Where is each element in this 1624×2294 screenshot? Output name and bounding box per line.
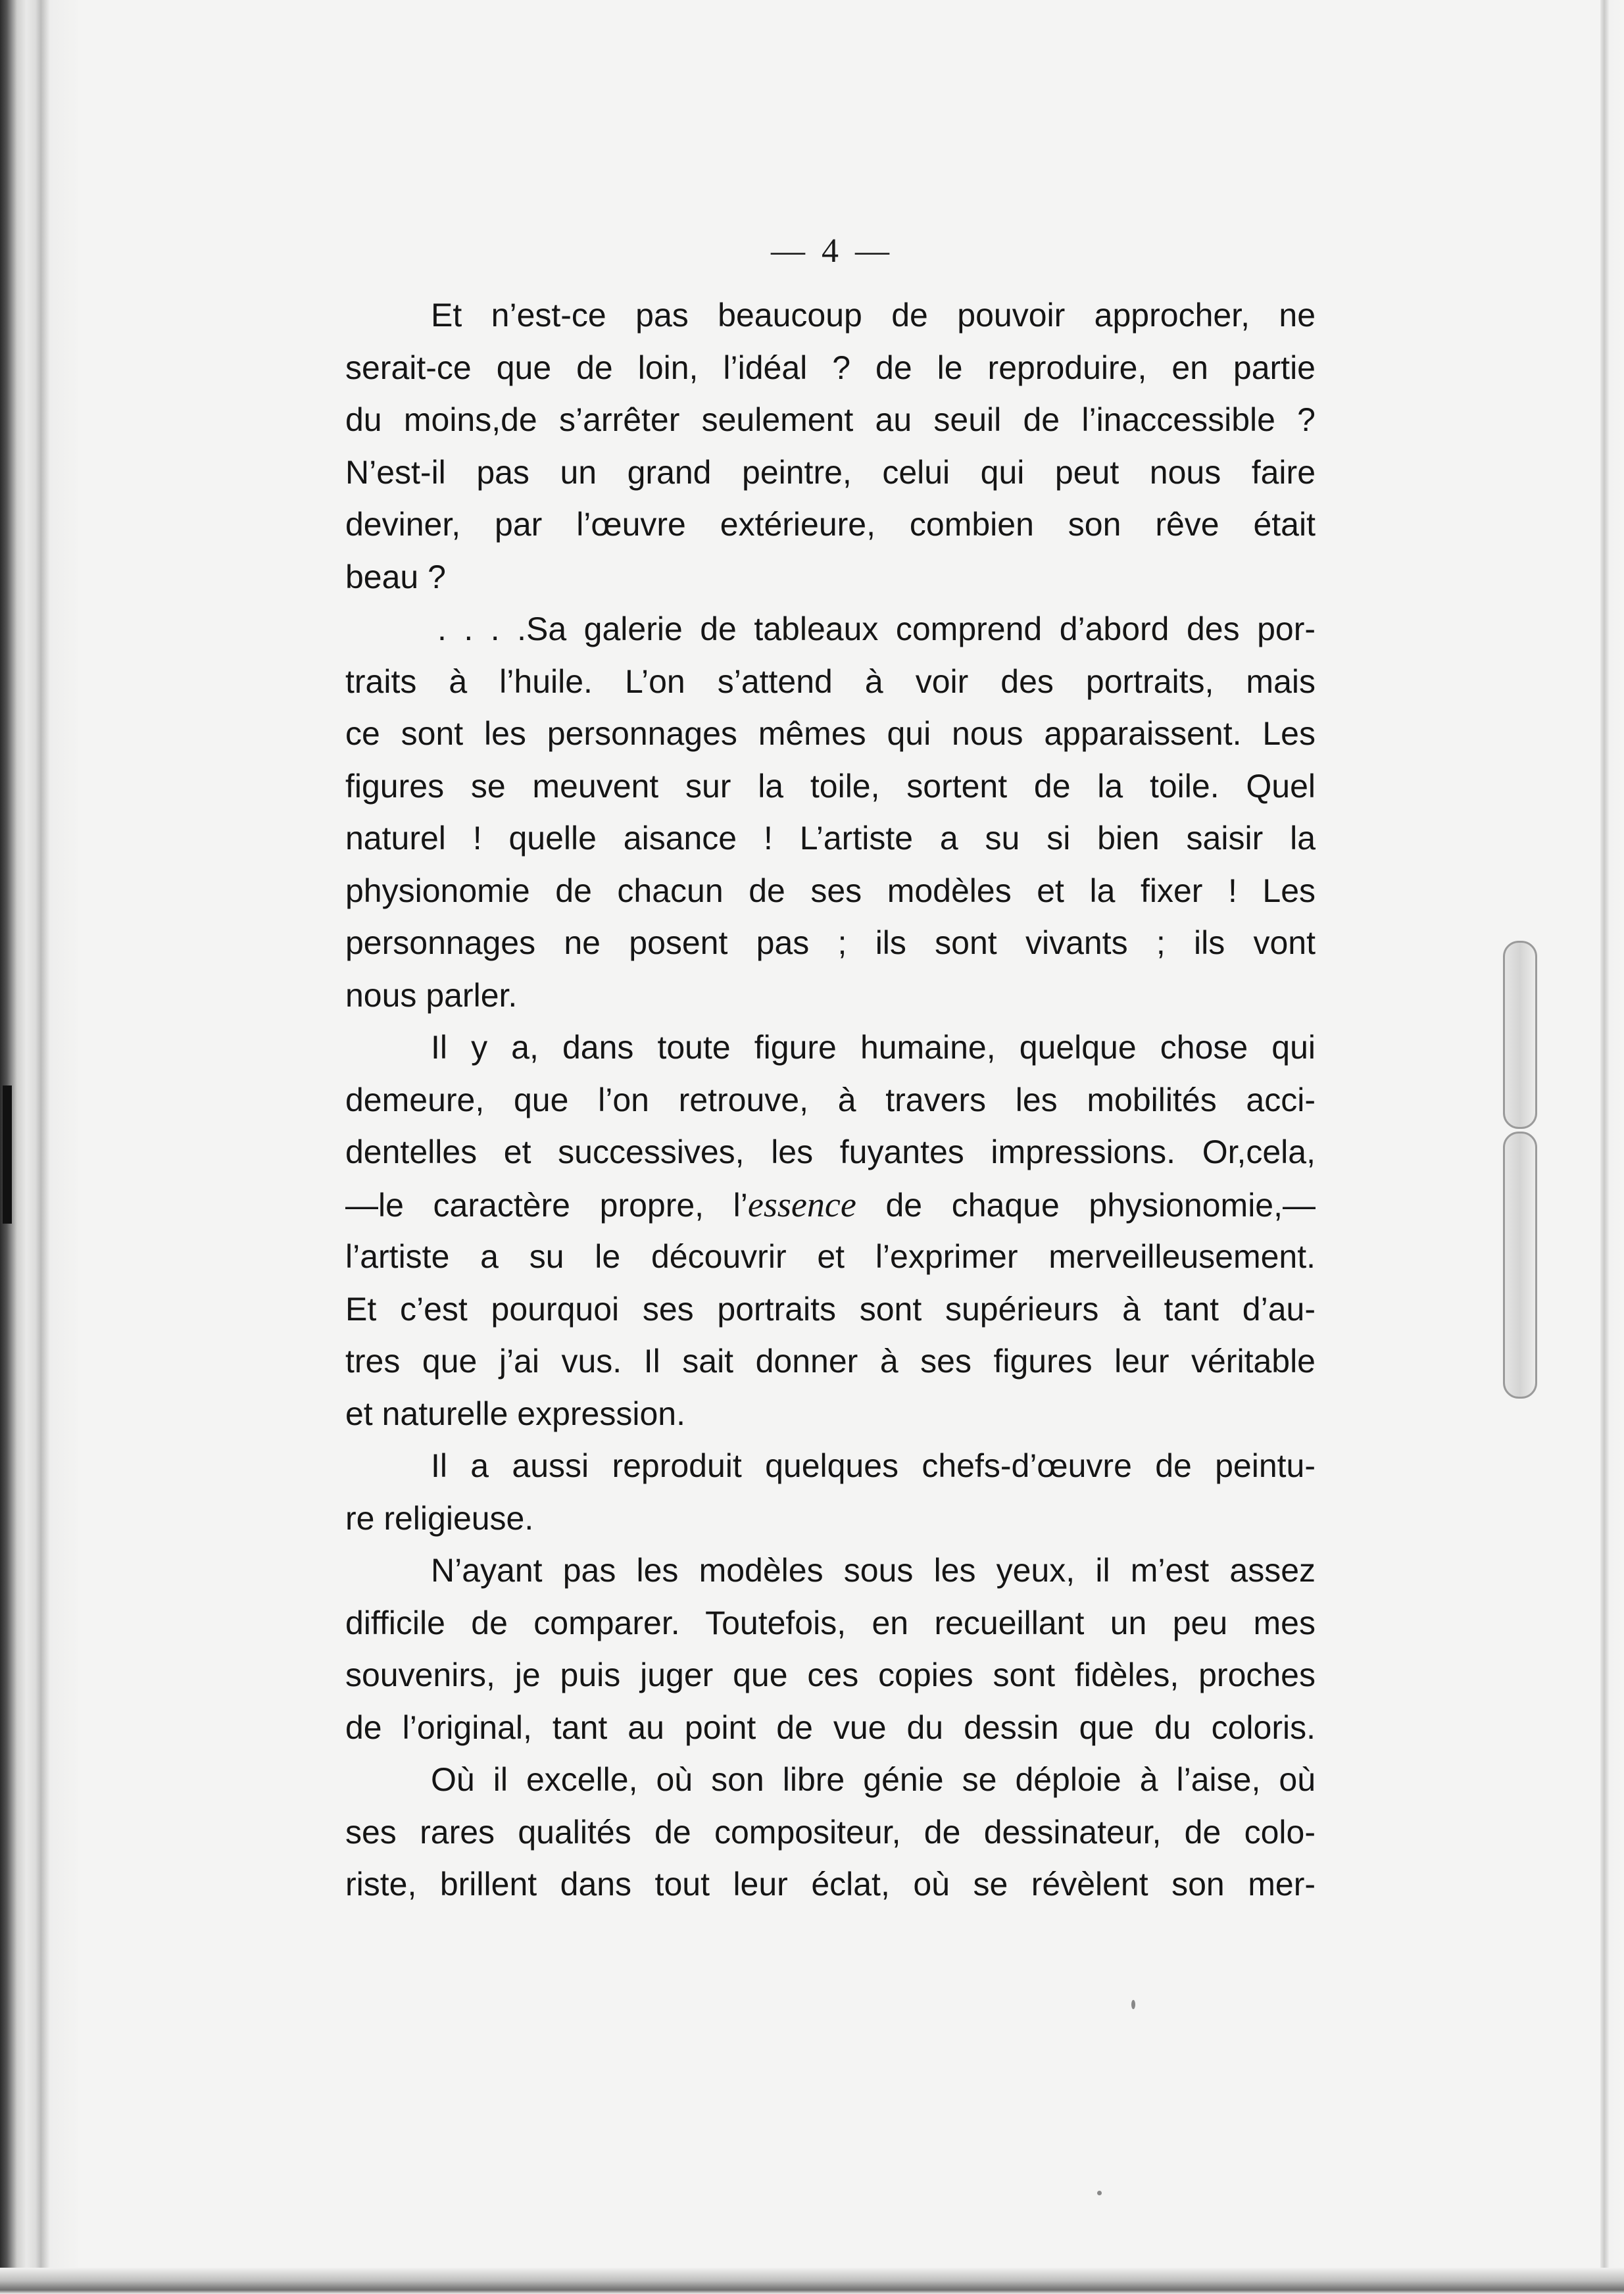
text-line: et naturelle expression. [345, 1395, 685, 1432]
text-line: physionomie de chacun de ses modèles et la fixer ! Les [345, 872, 1316, 909]
text-line: souvenirs, je puis juger que ces copies sont fidèles, proches [345, 1657, 1316, 1693]
text-line: riste, brillent dans tout leur éclat, où se révèlent son mer- [345, 1866, 1316, 1903]
text-line: figures se meuvent sur la toile, sortent de la toile. Quel [345, 767, 1316, 805]
text-line: N’ayant pas les modèles sous les yeux, il m’est assez [431, 1552, 1316, 1589]
text-line: ses rares qualités de compositeur, de dessinateur, de colo- [345, 1813, 1316, 1851]
text-line: . . . .Sa galerie de tableaux comprend d’abord des por- [437, 611, 1316, 647]
text-line: Il y a, dans toute figure humaine, quelque chose qui [431, 1029, 1316, 1066]
text-segment: —le caractère propre, l’ [345, 1186, 748, 1224]
scan-speck [1131, 2000, 1135, 2009]
text-line: personnages ne posent pas ; ils sont vivants ; ils vont [345, 924, 1316, 961]
text-line: ce sont les personnages mêmes qui nous apparaissent. Les [345, 715, 1316, 752]
binding-clip-bottom [1503, 1132, 1537, 1399]
text-line: N’est-il pas un grand peintre, celui qui peut nous faire [345, 453, 1316, 491]
binding-clip-top [1503, 941, 1537, 1129]
text-line: nous parler. [345, 976, 518, 1014]
text-line: difficile de comparer. Toutefois, en recueillant un peu mes [345, 1604, 1316, 1641]
text-line: Et n’est-ce pas beaucoup de pouvoir approcher, ne [431, 297, 1316, 334]
text-line: Il a aussi reproduit quelques chefs-d’œuvre de peintu- [431, 1447, 1316, 1484]
text-line: Et c’est pourquoi ses portraits sont supérieurs à tant d’au- [345, 1290, 1316, 1328]
text-line: serait-ce que de loin, l’idéal ? de le reproduire, en partie [345, 349, 1316, 386]
binding-shadow-mark [3, 1085, 12, 1224]
text-line: dentelles et successives, les fuyantes impressions. Or,cela, [345, 1134, 1316, 1170]
text-line: tres que j’ai vus. Il sait donner à ses figures leur véritable [345, 1343, 1316, 1380]
text-line: deviner, par l’œuvre extérieure, combien son rêve était [345, 506, 1316, 543]
text-segment: de chaque physionomie,— [856, 1186, 1316, 1224]
text-line: beau ? [345, 558, 446, 595]
text-line: demeure, que l’on retrouve, à travers les mobilités acci- [345, 1081, 1316, 1118]
italic-word: essence [747, 1184, 856, 1224]
bottom-page-edge [0, 2268, 1624, 2294]
right-page-edge [1600, 0, 1624, 2294]
text-line: du moins,de s’arrêter seulement au seuil de l’inaccessible ? [345, 401, 1316, 438]
body-text [345, 289, 1316, 1911]
text-line: naturel ! quelle aisance ! L’artiste a su si bien saisir la [345, 820, 1316, 857]
text-line [345, 1179, 1316, 1232]
text-line: re religieuse. [345, 1499, 534, 1537]
text-line: traits à l’huile. L’on s’attend à voir des portraits, mais [345, 662, 1316, 700]
scan-speck [1097, 2191, 1102, 2195]
page-number: — 4 — [771, 232, 893, 270]
text-line: Où il excelle, où son libre génie se déploie à l’aise, où [431, 1761, 1316, 1798]
text-line: de l’original, tant au point de vue du dessin que du coloris. [345, 1708, 1316, 1746]
text-line: l’artiste a su le découvrir et l’exprimer merveilleusement. [345, 1238, 1316, 1275]
